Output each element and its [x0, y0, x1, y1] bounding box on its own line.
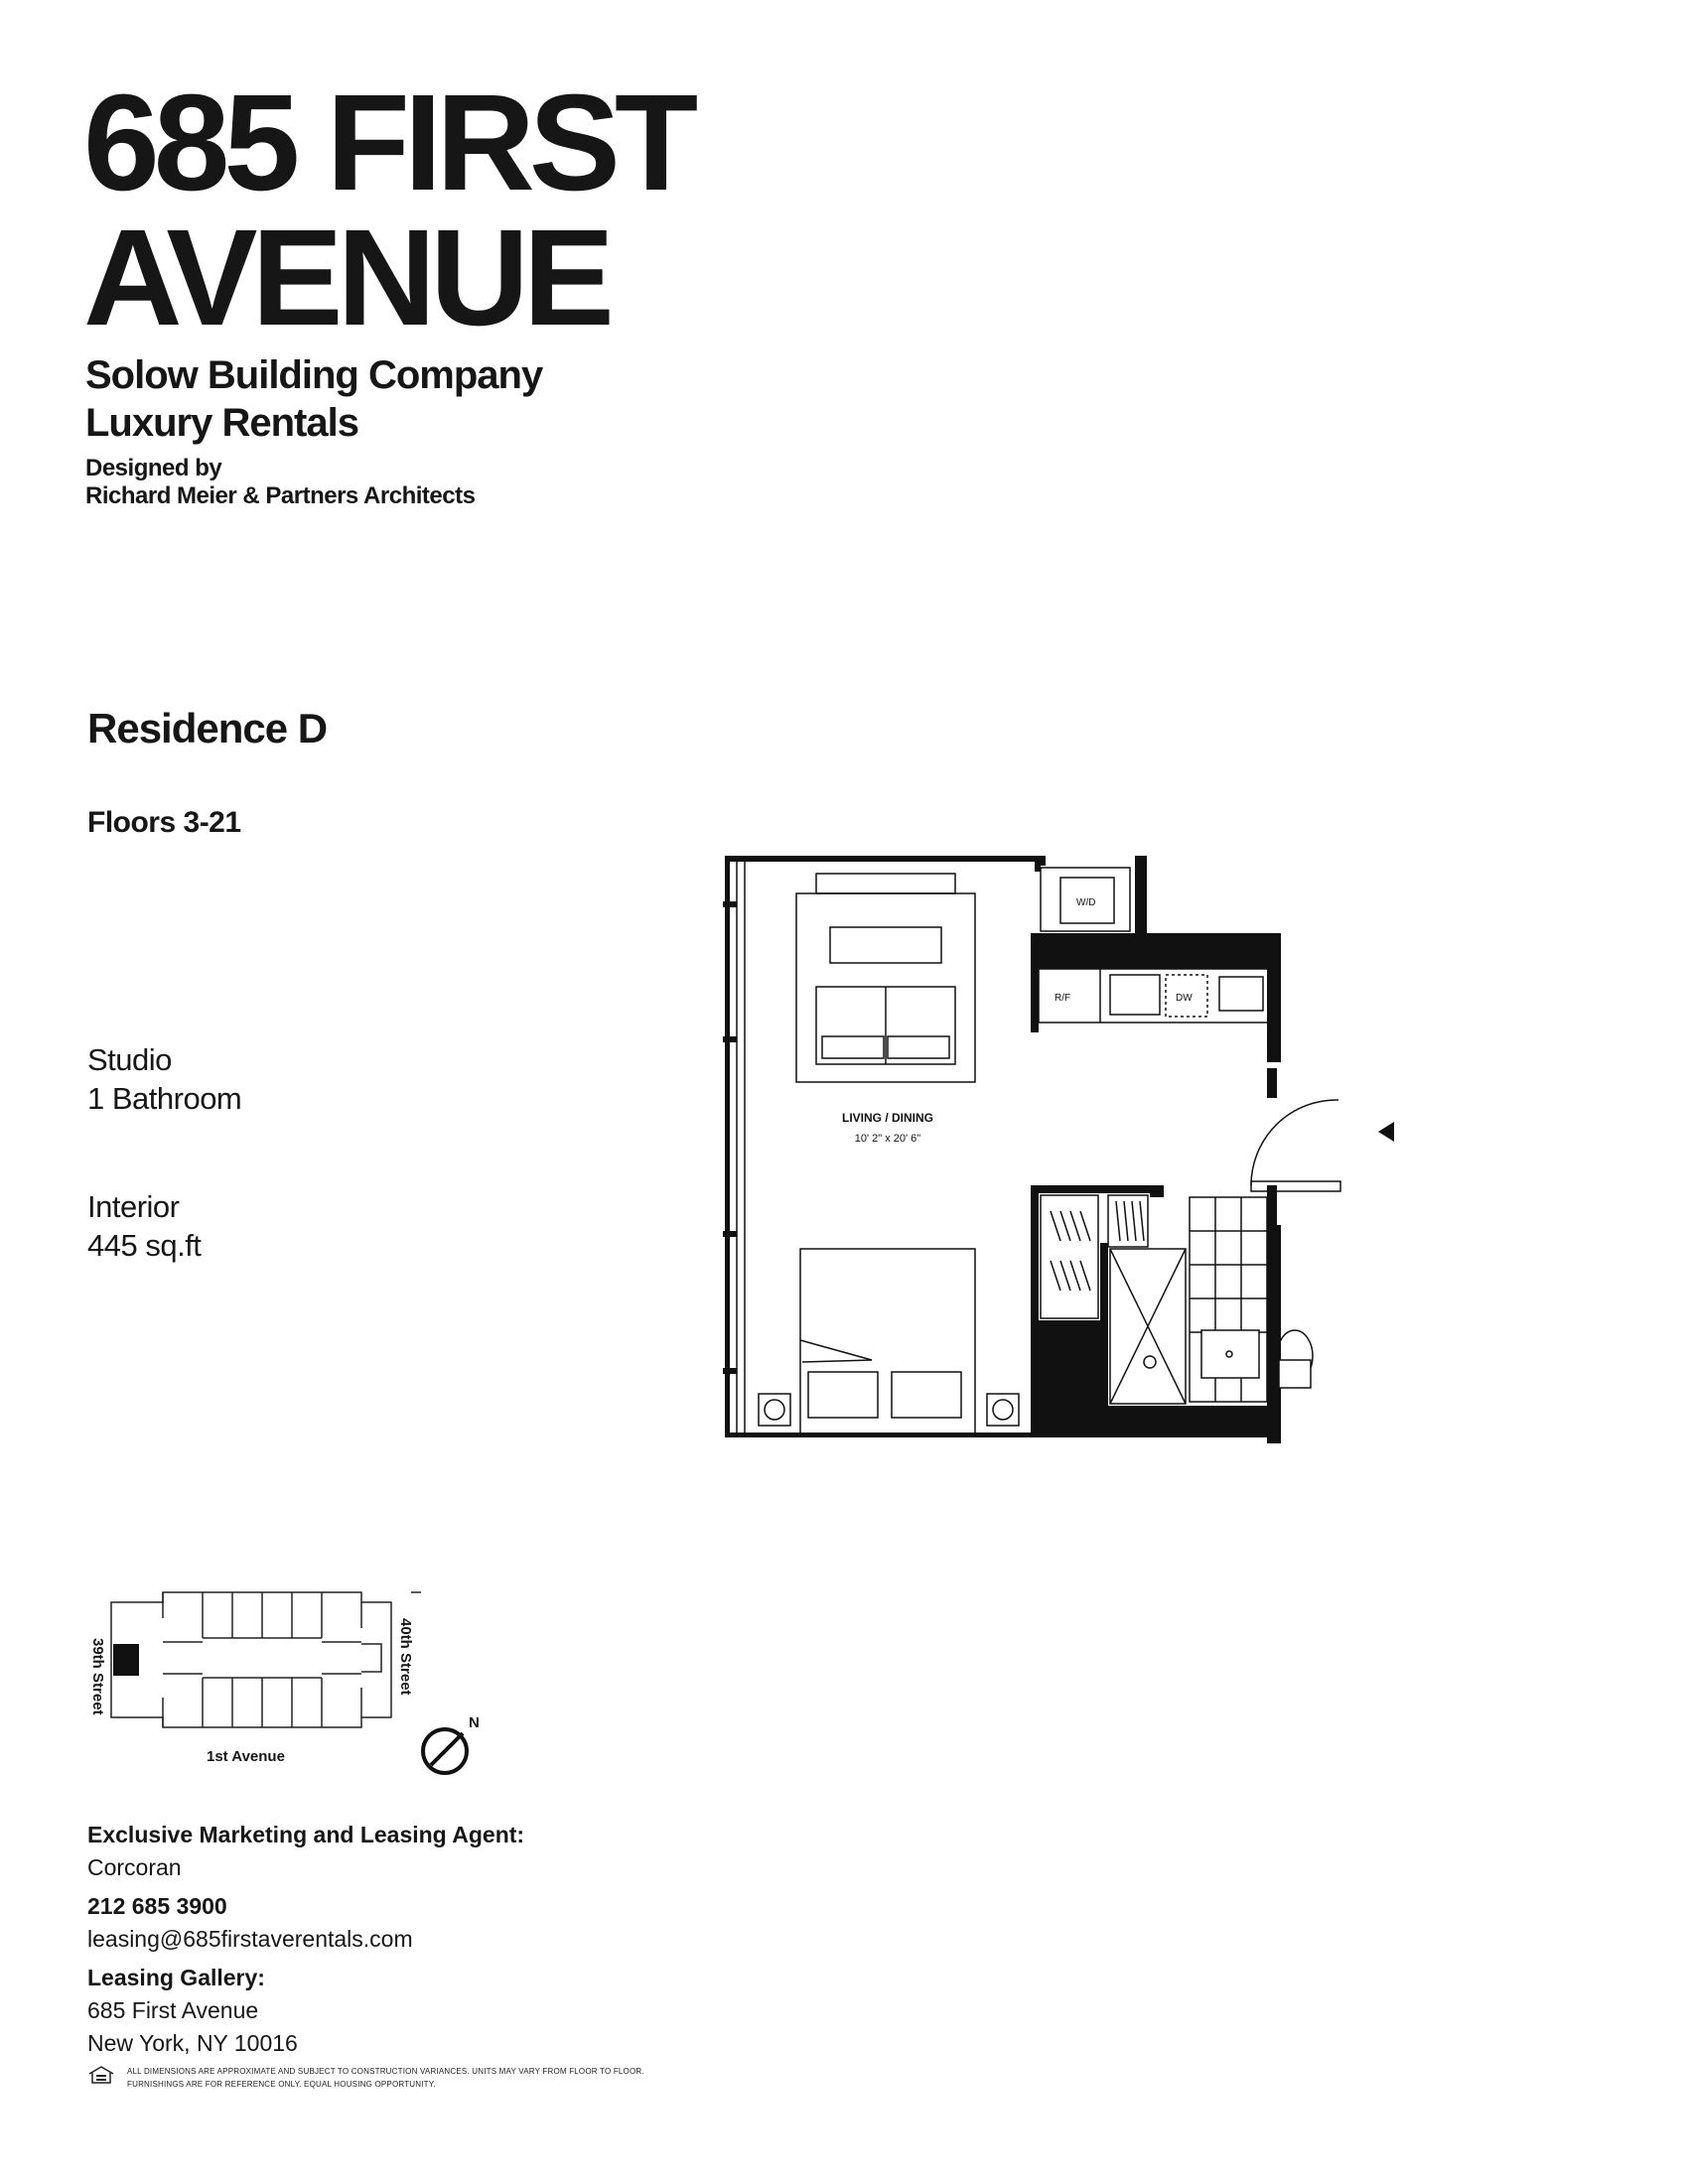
architect-credit — [85, 455, 475, 510]
contact-block — [87, 1819, 524, 2060]
unit-type-block — [87, 1040, 241, 1118]
gallery-address-line2: New York, NY 10016 — [87, 2030, 298, 2056]
company-name: Solow Building Company — [85, 353, 543, 397]
unit-type: Studio — [87, 1042, 172, 1077]
disclaimer-line-2: FURNISHINGS ARE FOR REFERENCE ONLY. EQUAL HOUSING OPPORTUNITY. — [127, 2080, 436, 2089]
agent-heading: Exclusive Marketing and Leasing Agent: — [87, 1822, 525, 1847]
title-line-1: 685 FIRST — [83, 67, 693, 219]
tagline: Luxury Rentals — [85, 401, 358, 445]
rf-label: R/F — [1055, 993, 1071, 1004]
equal-housing-icon — [87, 2065, 115, 2085]
email-link[interactable]: leasing@685firstaverentals.com — [87, 1926, 413, 1952]
floor-plan — [723, 854, 1398, 1454]
title-line-2: AVENUE — [83, 202, 609, 354]
building-title — [83, 67, 693, 354]
north-arrow-icon — [423, 1714, 480, 1773]
residence-name: Residence D — [87, 705, 328, 751]
architect-name: Richard Meier & Partners Architects — [85, 482, 476, 509]
room-dimensions: 10' 2" x 20' 6" — [854, 1133, 921, 1145]
developer-block — [85, 351, 542, 447]
disclaimer — [87, 2065, 723, 2090]
wd-label: W/D — [1076, 897, 1096, 908]
designed-by-label: Designed by — [85, 455, 222, 481]
unit-location-marker — [113, 1644, 139, 1676]
phone-number[interactable]: 212 685 3900 — [87, 1893, 227, 1919]
interior-label: Interior — [87, 1189, 180, 1224]
agent-name: Corcoran — [87, 1854, 182, 1880]
floor-plan-drawing — [723, 854, 1398, 1449]
street-west-label: 39th Street — [89, 1638, 106, 1715]
street-south-label: 1st Avenue — [207, 1748, 285, 1765]
dw-label: DW — [1176, 993, 1193, 1004]
floors-range: Floors 3-21 — [87, 806, 241, 839]
key-plan-drawing — [83, 1588, 500, 1787]
disclaimer-text — [127, 2065, 644, 2091]
gallery-heading: Leasing Gallery: — [87, 1965, 265, 1990]
key-plan — [83, 1588, 500, 1792]
gallery-address-line1: 685 First Avenue — [87, 1997, 259, 2023]
bathroom-count: 1 Bathroom — [87, 1081, 242, 1116]
street-east-label: 40th Street — [397, 1618, 414, 1696]
room-name: LIVING / DINING — [841, 1111, 934, 1125]
interior-area: 445 sq.ft — [87, 1228, 202, 1263]
interior-area-block — [87, 1187, 201, 1265]
disclaimer-line-1: ALL DIMENSIONS ARE APPROXIMATE AND SUBJECT TO CONSTRUCTION VARIANCES. UNITS MAY VARY FROM FLOOR TO FLOOR. — [127, 2067, 644, 2076]
north-label: N — [469, 1714, 480, 1731]
